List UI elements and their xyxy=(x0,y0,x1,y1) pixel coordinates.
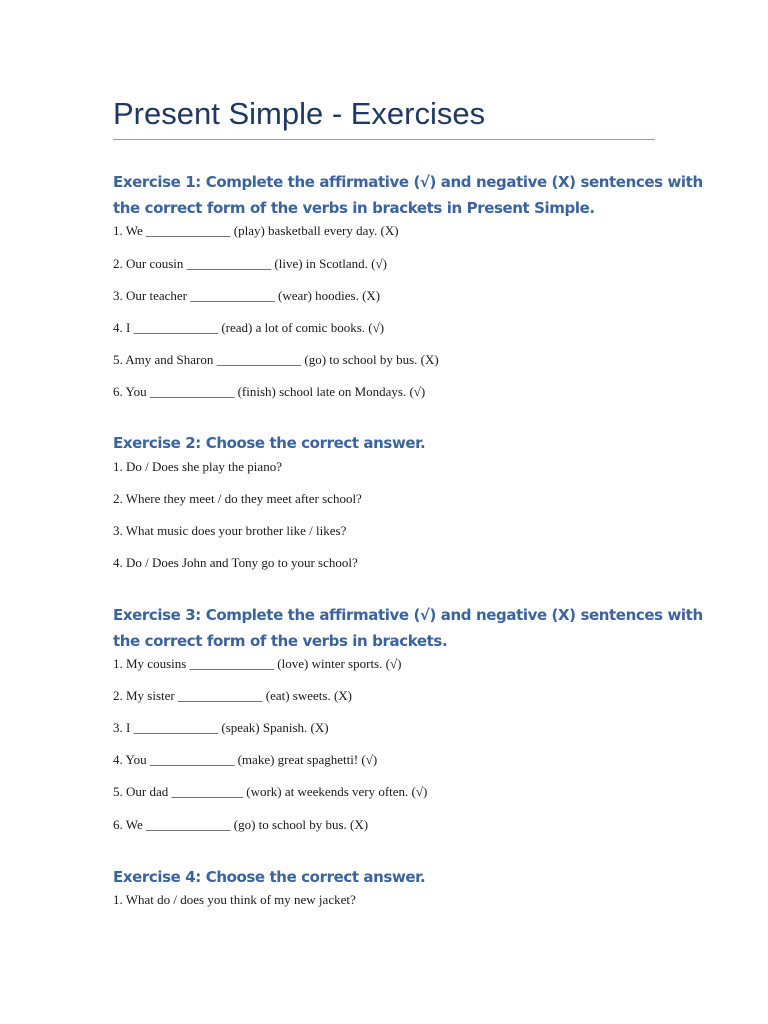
heading-line: Exercise 4: Choose the correct answer. xyxy=(113,868,426,886)
exercise-1-item-2: 2. Our cousin _____________ (live) in Scotland. (√) xyxy=(113,256,387,271)
exercise-3-item-4: 4. You _____________ (make) great spaghetti! (√) xyxy=(113,752,378,767)
exercise-1-item-5: 5. Amy and Sharon _____________ (go) to school by bus. (X) xyxy=(113,352,439,367)
exercise-2-item-3: 3. What music does your brother like / likes? xyxy=(113,523,347,538)
heading-line: Exercise 2: Choose the correct answer. xyxy=(113,434,426,452)
exercise-2-item-2: 2. Where they meet / do they meet after school? xyxy=(113,491,362,506)
exercise-4-item-1: 1. What do / does you think of my new jacket? xyxy=(113,892,356,907)
exercise-1-item-4: 4. I _____________ (read) a lot of comic books. (√) xyxy=(113,320,385,335)
exercise-3-item-2: 2. My sister _____________ (eat) sweets. (X) xyxy=(113,688,353,703)
exercise-4-heading xyxy=(113,864,673,890)
heading-line: the correct form of the verbs in brackets in Present Simple. xyxy=(113,199,595,217)
exercise-2-item-4: 4. Do / Does John and Tony go to your school? xyxy=(113,555,358,570)
exercise-2-heading xyxy=(113,430,673,456)
heading-line: the correct form of the verbs in brackets. xyxy=(113,632,448,650)
exercise-3-heading xyxy=(113,602,703,654)
heading-line: Exercise 1: Complete the affirmative (√) and negative (X) sentences with xyxy=(113,173,703,191)
exercise-1-item-6: 6. You _____________ (finish) school late on Mondays. (√) xyxy=(113,384,426,399)
title-underline xyxy=(113,139,655,140)
exercise-3-item-1: 1. My cousins _____________ (love) winter sports. (√) xyxy=(113,656,402,671)
heading-line: Exercise 3: Complete the affirmative (√) and negative (X) sentences with xyxy=(113,606,703,624)
exercise-3-item-3: 3. I _____________ (speak) Spanish. (X) xyxy=(113,720,329,735)
exercise-1-heading xyxy=(113,169,703,221)
exercise-2-item-1: 1. Do / Does she play the piano? xyxy=(113,459,282,474)
page-title: Present Simple - Exercises xyxy=(113,96,486,131)
exercise-3-item-5: 5. Our dad ___________ (work) at weekends very often. (√) xyxy=(113,784,428,799)
exercise-1-item-1: 1. We _____________ (play) basketball every day. (X) xyxy=(113,223,399,238)
exercise-3-item-6: 6. We _____________ (go) to school by bus. (X) xyxy=(113,817,369,832)
exercise-1-item-3: 3. Our teacher _____________ (wear) hoodies. (X) xyxy=(113,288,381,303)
